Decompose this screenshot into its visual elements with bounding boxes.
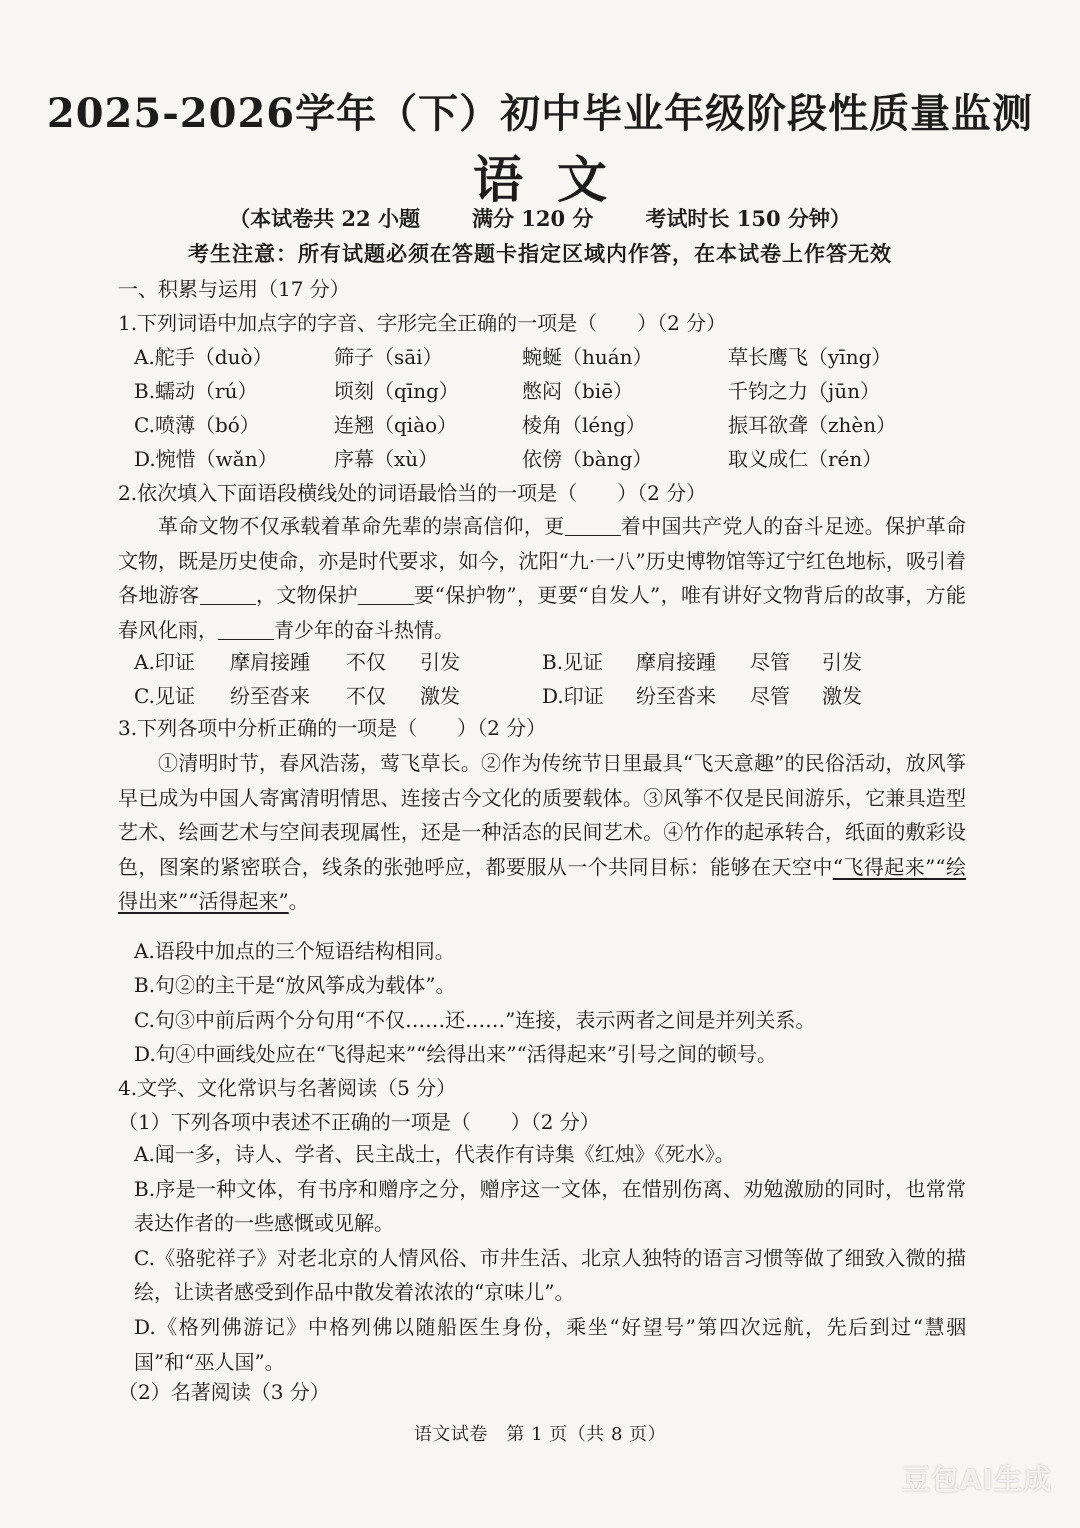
exam-title: 2025-2026学年（下）初中毕业年级阶段性质量监测 — [46, 90, 1034, 137]
q2-option: 不仅 — [346, 650, 386, 674]
q2-option: B.见证 — [542, 650, 604, 674]
q2-option: 尽管 — [750, 650, 790, 674]
q1-item: 依傍（bàng） — [522, 447, 653, 471]
q4-sub1-stem: （1）下列各项中表述不正确的一项是（ ）（2 分） — [118, 1110, 600, 1134]
q3-passage — [118, 746, 966, 919]
q2-option: 不仅 — [346, 684, 386, 708]
q2-text: ，文物保护 — [255, 583, 358, 608]
subject-title — [0, 140, 1080, 212]
q2-option: 纷至沓来 — [230, 684, 310, 708]
fill-blank — [200, 584, 256, 605]
q1-item: D.惋惜（wǎn） — [134, 447, 278, 471]
q1-item: 序幕（xù） — [334, 447, 439, 471]
q1-item: 憋闷（biē） — [522, 379, 634, 403]
question-1-stem: 1.下列词语中加点字的字音、字形完全正确的一项是（ ）（2 分） — [118, 311, 727, 335]
q2-option: 摩肩接踵 — [230, 650, 310, 674]
q1-item: 蜿蜒（huán） — [522, 345, 653, 369]
q3-text-end: 。 — [288, 889, 309, 914]
q1-item: B.蠕动（rú） — [134, 379, 258, 403]
exam-notice: 考生注意：所有试题必须在答题卡指定区域内作答，在本试卷上作答无效 — [188, 241, 892, 266]
q4-option-d: D.《格列佛游记》中格列佛以随船医生身份，乘坐“好望号”第四次远航，先后到过“慧骃国”和“巫人国”。 — [134, 1314, 966, 1374]
q1-item: 取义成仁（rén） — [728, 447, 883, 471]
q2-option: D.印证 — [542, 684, 604, 708]
info-score: 满分 120 分 — [471, 206, 594, 231]
info-duration: 考试时长 150 分钟） — [645, 206, 851, 231]
subject-char: 语 — [473, 150, 557, 209]
q1-item: A.舵手（duò） — [134, 345, 273, 369]
q2-option: C.见证 — [134, 684, 195, 708]
q4-option-b: B.序是一种文体，有书序和赠序之分，赠序这一文体，在惜别伤离、劝勉激励的同时，也常常表达作者的一些感慨或见解。 — [134, 1176, 966, 1236]
q2-option: 尽管 — [750, 684, 790, 708]
fill-blank — [565, 515, 621, 536]
q3-text: ①清明时节，春风浩荡，莺飞草长。②作为传统节日里最具“飞天意趣”的民俗活动，放风筝早已成为中国人寄寓清明情思、连接古今文化的质要载体。③风筝不仅是民间游乐，它兼具造型艺术、绘画艺术与空间表现属性，还是一种活态的民间艺术。④竹作的起承转合，纸面的敷彩设色，图案的紧密联合，线条的张弛呼应，都要服从一个共同目标：能够在天空中 — [118, 751, 966, 879]
q4-options — [134, 1137, 966, 1379]
q2-passage — [118, 509, 966, 647]
q1-item: 草长鹰飞（yīng） — [728, 345, 892, 369]
q1-item: 棱角（léng） — [522, 413, 646, 437]
q2-text: 要“保护物”，更要“自发人”，唯有讲好文物背后的故事，方能春风化雨， — [118, 583, 967, 642]
q1-item: 连翘（qiào） — [334, 413, 458, 437]
q3-underlined-text: “飞得起来”“绘得出来”“活得起来” — [118, 854, 966, 914]
q2-text: 着中国共产党人的奋斗足迹。保护革命文物，既是历史使命，亦是时代要求，如今，沈阳“九·一八”历史博物馆等辽宁红色地标，吸引着各地游客 — [118, 514, 967, 608]
q3-option-c: C.句③中前后两个分句用“不仅……还……”连接，表示两者之间是并列关系。 — [134, 1008, 816, 1032]
q4-option-a: A.闻一多，诗人、学者、民主战士，代表作有诗集《红烛》《死水》。 — [134, 1142, 735, 1166]
q2-option: 引发 — [420, 650, 460, 674]
fill-blank — [218, 619, 274, 640]
q2-text: 革命文物不仅承载着革命先辈的崇高信仰，更 — [158, 514, 565, 538]
info-questions: （本试卷共 22 小题 — [229, 206, 420, 231]
q4-option-c: C.《骆驼祥子》对老北京的人情风俗、市井生活、北京人独特的语言习惯等做了细致入微的描绘，让读者感受到作品中散发着浓浓的“京味儿”。 — [134, 1245, 966, 1305]
q3-option-a: A.语段中加点的三个短语结构相同。 — [134, 939, 455, 963]
page-footer: 语文试卷 第 1 页（共 8 页） — [413, 1424, 667, 1445]
q1-item: 顷刻（qīng） — [334, 379, 459, 403]
q4-sub2-stem: （2）名著阅读（3 分） — [118, 1380, 330, 1404]
q3-option-d: D.句④中画线处应在“飞得起来”“绘得出来”“活得起来”引号之间的顿号。 — [134, 1042, 778, 1066]
q1-item: 千钧之力（jūn） — [728, 379, 880, 403]
q3-option-b: B.句②的主干是“放风筝成为载体”。 — [134, 973, 456, 997]
q2-option: 激发 — [420, 684, 460, 708]
q2-option: 引发 — [822, 650, 862, 674]
exam-info — [0, 203, 1080, 233]
question-2-stem: 2.依次填入下面语段横线处的词语最恰当的一项是（ ）（2 分） — [118, 481, 707, 505]
question-3-stem: 3.下列各项中分析正确的一项是（ ）（2 分） — [118, 716, 547, 740]
q1-item: 振耳欲聋（zhèn） — [728, 413, 897, 437]
question-4-stem: 4.文学、文化常识与名著阅读（5 分） — [118, 1076, 457, 1100]
q1-item: C.喷薄（bó） — [134, 413, 260, 437]
q2-option: 摩肩接踵 — [636, 650, 716, 674]
q2-text: 青少年的奋斗热情。 — [274, 617, 454, 642]
watermark-label: 豆包AI生成 — [902, 1463, 1053, 1496]
section-heading: 一、积累与运用（17 分） — [118, 277, 350, 301]
q1-item: 筛子（sāi） — [334, 345, 443, 369]
q2-option: 纷至沓来 — [636, 684, 716, 708]
fill-blank — [358, 584, 414, 605]
q2-option: A.印证 — [134, 650, 195, 674]
subject-char: 文 — [557, 150, 641, 209]
q2-option: 激发 — [822, 684, 862, 708]
